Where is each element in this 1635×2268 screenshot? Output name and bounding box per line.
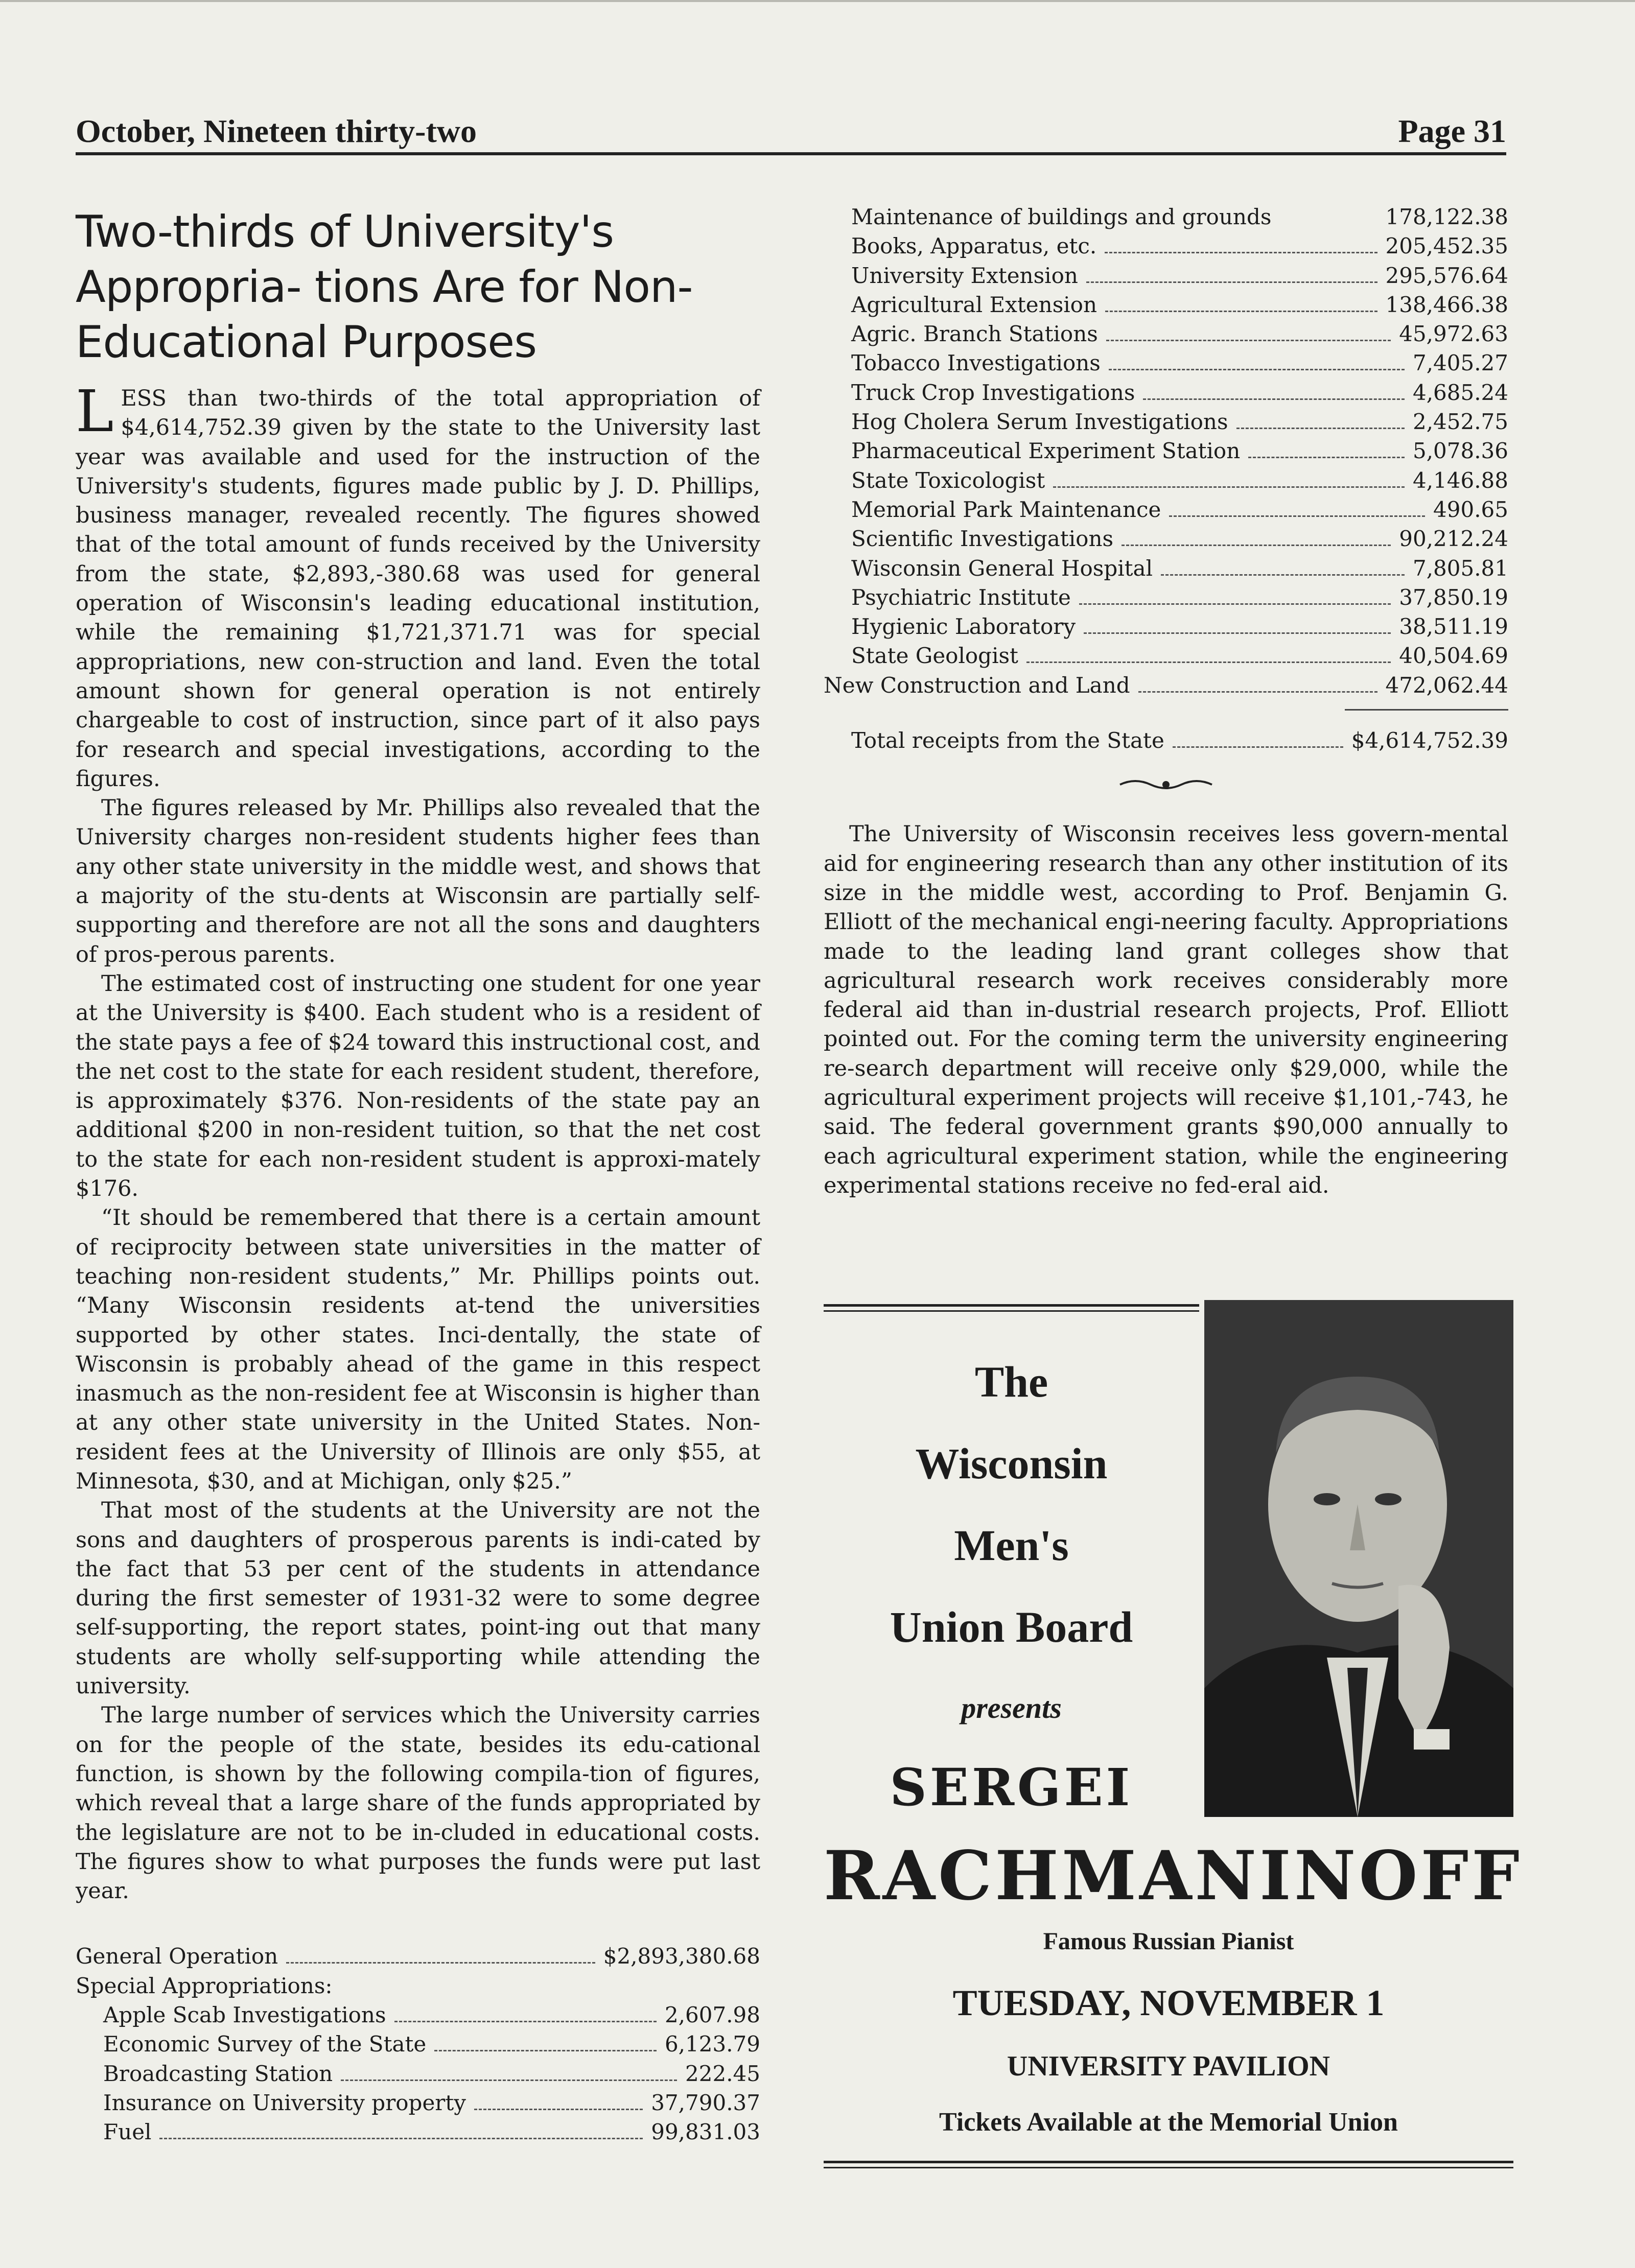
running-header bbox=[76, 111, 1506, 155]
page-top-edge bbox=[0, 0, 1635, 2]
leader-dots bbox=[1109, 369, 1405, 370]
ledger-amount: 6,123.79 bbox=[664, 2031, 760, 2057]
leader-dots bbox=[159, 2138, 643, 2139]
artist-first-name: SERGEI bbox=[890, 1757, 1133, 1817]
ledger-row bbox=[824, 261, 1508, 290]
ledger-label: Books, Apparatus, etc. bbox=[851, 233, 1097, 259]
ledger-row bbox=[76, 2088, 760, 2117]
ledger-amount: 205,452.35 bbox=[1385, 233, 1508, 259]
ad-rule bbox=[824, 1310, 1199, 1312]
leader-dots bbox=[1105, 252, 1377, 253]
ad-presents: presents bbox=[961, 1691, 1062, 1724]
leader-dots bbox=[474, 2109, 643, 2110]
ad-line-union-board: Union Board bbox=[890, 1602, 1133, 1651]
ledger-amount: 40,504.69 bbox=[1399, 643, 1508, 669]
ledger-amount: 472,062.44 bbox=[1385, 672, 1508, 698]
drop-cap: L bbox=[76, 379, 114, 445]
ledger-label: Scientific Investigations bbox=[851, 526, 1114, 552]
leader-dots bbox=[1086, 281, 1377, 283]
leader-dots bbox=[286, 1962, 595, 1964]
ledger-amount: 4,146.88 bbox=[1412, 467, 1508, 493]
ledger-label: Maintenance of buildings and grounds bbox=[851, 204, 1272, 229]
appropriations-table-left bbox=[76, 1942, 760, 2146]
ledger-row bbox=[76, 1971, 760, 2000]
leader-dots bbox=[1161, 574, 1405, 576]
leader-dots bbox=[1143, 398, 1405, 400]
leader-dots bbox=[1079, 603, 1391, 605]
ledger-label: Insurance on University property bbox=[103, 2090, 466, 2115]
ledger-row bbox=[824, 612, 1508, 641]
ledger-label: Economic Survey of the State bbox=[103, 2031, 427, 2057]
article-paragraph: LESS than two-thirds of the total appropriation of $4,614,752.39 given by the state to the University last year was available and used for the instruction of the University's students, figures made public by J. D. Phillips, business manager, revealed recently. The figures showed that of the total amount of funds received by the University from the state, $2,893,-380.68 was used for general operation of Wisconsin's leading educational institution, while the remaining $1,721,371.71 was for special appropriations, new con-struction and land. Even the total amount shown for general operation is not entirely chargeable to cost of instruction, since part of it also pays for research and special investigations, according to the figures. bbox=[76, 379, 760, 792]
ledger-row bbox=[824, 641, 1508, 670]
ledger-label: Psychiatric Institute bbox=[851, 584, 1071, 610]
engineering-article bbox=[824, 820, 1508, 1200]
ledger-amount: 138,466.38 bbox=[1385, 292, 1508, 317]
artist-last-name: RACHMANINOFF bbox=[824, 1836, 1523, 1916]
article-paragraph: That most of the students at the University are not the sons and daughters of prosperous parents is indi-cated by the fact that 53 per cent of the students in attendance during the first semester of 1931-32 were to some degree self-supporting, the report states, point-ing out that many students are wholly self-supporting while attending the university. bbox=[76, 1498, 760, 1699]
left-column bbox=[76, 204, 760, 2147]
article-paragraph: The large number of services which the University carries on for the people of the state, besides its edu-cational function, is shown by the following compila-tion of figures, which reveal that a large share of the funds appropriated by the legislature are not to be in-cluded in educational costs. The figures show to what purposes the funds were put last year. bbox=[76, 1703, 760, 1904]
ledger-row bbox=[76, 2059, 760, 2088]
article-paragraph: “It should be remembered that there is a certain amount of reciprocity between state universities in the matter of teaching non-resident students,” Mr. Phillips points out. “Many Wisconsin residents at-tend the universities supported by other states. Inci-dentally, the state of Wisconsin is probably ahead of the game in this respect inasmuch as the non-resident fee at Wisconsin is higher than at any other state university in the United States. Non-resident fees at the University of Illinois are only $55, at Minnesota, $30, and at Michigan, only $25.” bbox=[76, 1205, 760, 1494]
ledger-amount: 37,790.37 bbox=[651, 2090, 760, 2115]
ledger-amount: $2,893,380.68 bbox=[603, 1944, 760, 1969]
ornament-divider bbox=[824, 773, 1508, 799]
ledger-label: Hygienic Laboratory bbox=[851, 614, 1076, 640]
ledger-label: Tobacco Investigations bbox=[851, 350, 1101, 376]
article-headline: Two-thirds of University's Appropria- tions Are for Non-Educational Purposes bbox=[76, 206, 693, 368]
ledger-row bbox=[824, 671, 1508, 700]
rachmaninoff-portrait bbox=[1204, 1300, 1513, 1817]
ledger-amount: 7,405.27 bbox=[1412, 350, 1508, 376]
page-number: Page 31 bbox=[1398, 113, 1506, 149]
concert-advertisement bbox=[824, 1300, 1523, 2171]
ledger-amount: 5,078.36 bbox=[1412, 438, 1508, 464]
ledger-row bbox=[76, 2000, 760, 2029]
ad-line-the: The bbox=[974, 1357, 1048, 1406]
ledger-row bbox=[824, 319, 1508, 348]
appropriations-table-right bbox=[824, 202, 1508, 755]
article-paragraph: The University of Wisconsin receives less govern-mental aid for engineering research than any other institution of its size in the middle west, according to Prof. Benjamin G. Elliott of the mechanical engi-neering faculty. Appropriations made to the leading land grant colleges show that agricultural research work receives considerably more federal aid than in-dustrial research projects, Prof. Elliott pointed out. For the coming term the university engineering re-search department will receive only $29,000, while the agricultural experiment projects will receive $1,101,-743, he said. The federal government grants $90,000 annually to each agricultural experiment station, while the engineering experimental stations receive no fed-eral aid. bbox=[824, 821, 1508, 1198]
flourish-icon bbox=[1115, 773, 1217, 794]
ledger-amount: 178,122.38 bbox=[1385, 204, 1508, 229]
ledger-row bbox=[824, 290, 1508, 319]
leader-dots bbox=[1053, 486, 1405, 488]
ledger-row bbox=[824, 495, 1508, 524]
ad-rule bbox=[824, 2161, 1513, 2163]
ledger-label: Truck Crop Investigations bbox=[851, 380, 1135, 405]
leader-dots bbox=[1248, 457, 1405, 458]
ledger-amount: 37,850.19 bbox=[1399, 584, 1508, 610]
leader-dots bbox=[1106, 340, 1391, 341]
ledger-row bbox=[824, 524, 1508, 553]
ledger-amount: 90,212.24 bbox=[1399, 526, 1508, 552]
leader-dots bbox=[1122, 545, 1391, 546]
leader-dots bbox=[341, 2080, 677, 2081]
concert-venue: UNIVERSITY PAVILION bbox=[1007, 2050, 1330, 2082]
ledger-amount: 2,607.98 bbox=[664, 2002, 760, 2028]
ledger-row bbox=[824, 231, 1508, 261]
ledger-amount: 222.45 bbox=[685, 2061, 760, 2086]
ledger-row bbox=[824, 202, 1508, 231]
total-row bbox=[824, 726, 1508, 755]
artist-subtitle: Famous Russian Pianist bbox=[1043, 1928, 1294, 1955]
ledger-label: New Construction and Land bbox=[824, 672, 1130, 698]
ledger-label: Agricultural Extension bbox=[851, 292, 1097, 317]
ticket-info: Tickets Available at the Memorial Union bbox=[939, 2108, 1398, 2137]
ledger-row bbox=[824, 466, 1508, 495]
article-body bbox=[76, 379, 760, 1906]
total-amount: $4,614,752.39 bbox=[1351, 728, 1508, 753]
ledger-label: Pharmaceutical Experiment Station bbox=[851, 438, 1241, 464]
ledger-amount: 490.65 bbox=[1433, 497, 1508, 522]
portrait-image bbox=[1204, 1300, 1513, 1817]
ledger-label: State Geologist bbox=[851, 643, 1018, 669]
ledger-amount: 2,452.75 bbox=[1412, 409, 1508, 435]
ledger-amount: 45,972.63 bbox=[1399, 321, 1508, 347]
ledger-label: Fuel bbox=[103, 2119, 152, 2145]
ledger-row bbox=[824, 378, 1508, 407]
ledger-label: Agric. Branch Stations bbox=[851, 321, 1098, 347]
ledger-row bbox=[76, 1942, 760, 1971]
article-paragraph: The figures released by Mr. Phillips also revealed that the University charges non-resident students higher fees than any other state university in the middle west, and shows that a majority of the stu-dents at Wisconsin are partially self-supporting and therefore are not all the sons and daughters of pros-perous parents. bbox=[76, 795, 760, 967]
ledger-subheading: Special Appropriations: bbox=[76, 1973, 333, 1998]
ledger-row bbox=[824, 407, 1508, 436]
ledger-label: Apple Scab Investigations bbox=[103, 2002, 386, 2028]
leader-dots bbox=[434, 2050, 657, 2051]
ledger-label: Broadcasting Station bbox=[103, 2061, 333, 2086]
leader-dots bbox=[1169, 515, 1425, 517]
ledger-amount: 295,576.64 bbox=[1385, 263, 1508, 288]
leader-dots bbox=[394, 2021, 657, 2022]
total-label: Total receipts from the State bbox=[851, 728, 1164, 753]
leader-dots bbox=[1138, 691, 1377, 693]
ledger-amount: 38,511.19 bbox=[1399, 614, 1508, 640]
ledger-label: University Extension bbox=[851, 263, 1078, 288]
ledger-label: State Toxicologist bbox=[851, 467, 1045, 493]
right-column bbox=[824, 202, 1508, 1200]
ledger-amount: 4,685.24 bbox=[1412, 380, 1508, 405]
ledger-row bbox=[824, 554, 1508, 583]
ledger-label: Hog Cholera Serum Investigations bbox=[851, 409, 1228, 435]
ledger-row bbox=[76, 2029, 760, 2059]
issue-date: October, Nineteen thirty-two bbox=[76, 113, 477, 149]
leader-dots bbox=[1173, 746, 1343, 748]
ledger-row bbox=[824, 436, 1508, 465]
ledger-label: Memorial Park Maintenance bbox=[851, 497, 1161, 522]
ledger-label: Wisconsin General Hospital bbox=[851, 555, 1153, 581]
ad-rule bbox=[824, 1304, 1199, 1307]
ledger-row bbox=[824, 348, 1508, 377]
leader-dots bbox=[1236, 428, 1405, 429]
ledger-label: General Operation bbox=[76, 1944, 278, 1969]
ad-line-mens: Men's bbox=[954, 1521, 1069, 1570]
ledger-row bbox=[824, 583, 1508, 612]
ledger-amount: 99,831.03 bbox=[651, 2119, 760, 2145]
article-paragraph: The estimated cost of instructing one student for one year at the University is $400. Each student who is a resident of the state pays a fee of $24 toward this instructional cost, and the net cost to the state for each resident student, therefore, is approximately $376. Non-residents of the state pay an additional $200 in non-resident tuition, so that the net cost to the state for each non-resident student is approxi-mately $176. bbox=[76, 971, 760, 1202]
leader-dots bbox=[1084, 632, 1391, 634]
ledger-row bbox=[76, 2117, 760, 2146]
concert-date: TUESDAY, NOVEMBER 1 bbox=[952, 1982, 1385, 2023]
ad-line-wisconsin: Wisconsin bbox=[915, 1439, 1108, 1488]
leader-dots bbox=[1026, 662, 1391, 663]
ledger-amount: 7,805.81 bbox=[1412, 555, 1508, 581]
ad-rule bbox=[824, 2167, 1513, 2168]
total-rule bbox=[1345, 709, 1508, 711]
leader-dots bbox=[1105, 311, 1377, 312]
